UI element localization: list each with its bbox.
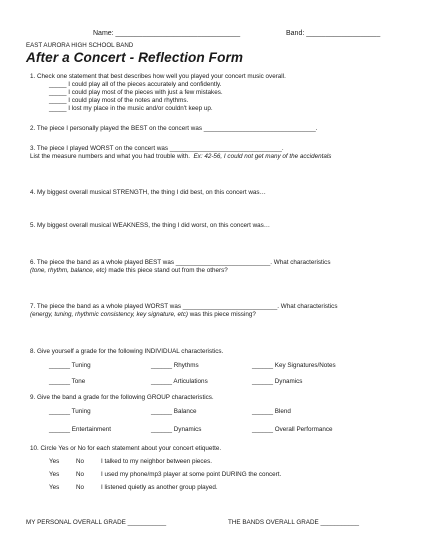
q8-tone[interactable]: ______ Tone bbox=[49, 378, 86, 385]
q3-instruction-text: List the measure numbers and what you had trouble with. bbox=[30, 153, 190, 160]
q9-balance[interactable]: ______ Balance bbox=[151, 408, 197, 415]
q10-row-2-yes[interactable]: Yes bbox=[49, 471, 60, 478]
q6-text: made this piece stand out from the others? bbox=[106, 267, 228, 274]
band-field[interactable]: Band: ___________________ bbox=[286, 30, 381, 37]
q9-tuning[interactable]: ______ Tuning bbox=[49, 408, 91, 415]
question-3[interactable]: 3. The piece I played WORST on the concert was ________________________________. bbox=[30, 145, 284, 152]
q10-row-3-statement: I listened quietly as another group played. bbox=[101, 484, 218, 491]
question-7[interactable]: 7. The piece the band as a whole played WORST was ___________________________. What characteristics bbox=[30, 303, 338, 310]
question-1: 1. Check one statement that best describes how well you played your concert music overall. bbox=[30, 73, 286, 80]
question-2[interactable]: 2. The piece I personally played the BEST on the concert was ________________________________. bbox=[30, 125, 318, 132]
q10-row-3-no[interactable]: No bbox=[76, 484, 85, 491]
question-9: 9. Give the band a grade for the following GROUP characteristics. bbox=[30, 394, 214, 401]
question-10: 10. Circle Yes or No for each statement about your concert etiquette. bbox=[30, 445, 222, 452]
q7-text: was this piece missing? bbox=[187, 311, 256, 318]
q10-row-1-yes[interactable]: Yes bbox=[49, 458, 60, 465]
q10-row-2-statement: I used my phone/mp3 player at some point DURING the concert. bbox=[101, 471, 282, 478]
q9-blend[interactable]: ______ Blend bbox=[252, 408, 291, 415]
q8-dynamics[interactable]: ______ Dynamics bbox=[252, 378, 303, 385]
q10-row-3-yes[interactable]: Yes bbox=[49, 484, 60, 491]
q8-rhythms[interactable]: ______ Rhythms bbox=[151, 362, 199, 369]
q9-overall-performance[interactable]: ______ Overall Performance bbox=[252, 426, 333, 433]
question-6[interactable]: 6. The piece the band as a whole played BEST was ___________________________. What characteristics bbox=[30, 259, 331, 266]
q7-italic: (energy, tuning, rhythmic consistency, key signature, etc) bbox=[30, 311, 188, 318]
q1-option-2[interactable]: _____ I could play most of the pieces with just a few mistakes. bbox=[49, 89, 223, 96]
q1-option-1[interactable]: _____ I could play all of the pieces accurately and confidently. bbox=[49, 81, 222, 88]
q9-dynamics[interactable]: ______ Dynamics bbox=[151, 426, 202, 433]
q8-key-signatures[interactable]: ______ Key Signatures/Notes bbox=[252, 362, 336, 369]
q1-option-3[interactable]: _____ I could play most of the notes and rhythms. bbox=[49, 97, 189, 104]
question-3-instructions bbox=[30, 153, 331, 161]
question-6-line2 bbox=[30, 267, 228, 275]
q10-row-1-no[interactable]: No bbox=[76, 458, 85, 465]
name-field[interactable]: Name: ________________________________ bbox=[93, 30, 241, 37]
q10-row-1-statement: I talked to my neighbor between pieces. bbox=[101, 458, 212, 465]
q8-tuning[interactable]: ______ Tuning bbox=[49, 362, 91, 369]
q6-italic: (tone, rhythm, balance, etc) bbox=[30, 267, 107, 274]
question-8: 8. Give yourself a grade for the following INDIVIDUAL characteristics. bbox=[30, 348, 224, 355]
band-overall-grade[interactable]: THE BANDS OVERALL GRADE ___________ bbox=[228, 519, 360, 526]
question-5: 5. My biggest overall musical WEAKNESS, the thing I did worst, on this concert was… bbox=[30, 222, 271, 229]
q8-articulations[interactable]: ______ Articulations bbox=[151, 378, 208, 385]
question-7-line2 bbox=[30, 311, 256, 319]
school-name: EAST AURORA HIGH SCHOOL BAND bbox=[26, 42, 134, 49]
personal-overall-grade[interactable]: MY PERSONAL OVERALL GRADE ___________ bbox=[26, 519, 167, 526]
question-4: 4. My biggest overall musical STRENGTH, the thing I did best, on this concert was… bbox=[30, 189, 266, 196]
q3-example: Ex: 42-56, I could not get many of the accidentals bbox=[193, 153, 332, 160]
form-title: After a Concert - Reflection Form bbox=[26, 50, 244, 65]
q1-option-4[interactable]: _____ I lost my place in the music and/or couldn't keep up. bbox=[49, 105, 213, 112]
q9-entertainment[interactable]: ______ Entertainment bbox=[49, 426, 111, 433]
q10-row-2-no[interactable]: No bbox=[76, 471, 85, 478]
